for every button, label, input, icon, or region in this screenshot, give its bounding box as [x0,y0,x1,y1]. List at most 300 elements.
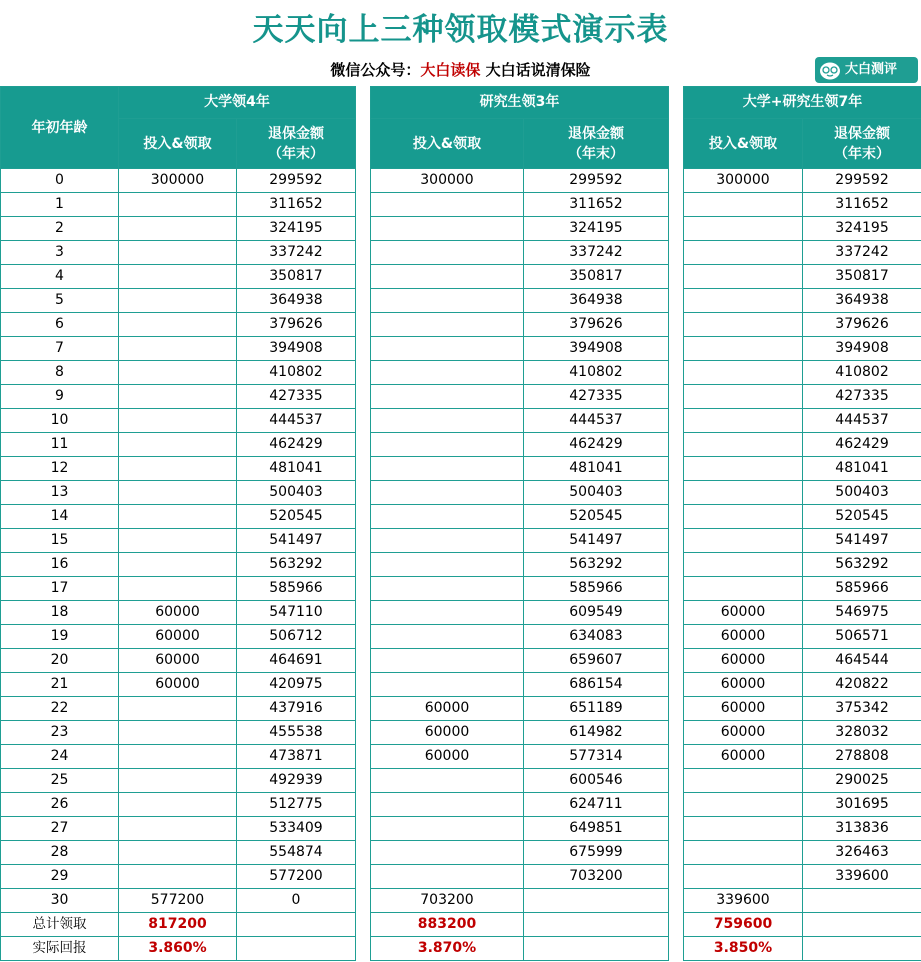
table-cell: 600546 [524,769,669,793]
table-cell: 60000 [371,745,524,769]
table-row [371,913,669,937]
table-cell: 444537 [237,409,356,433]
table-cell [119,865,237,889]
table-cell: 8 [1,361,119,385]
table-row [371,361,669,385]
table-cell: 427335 [524,385,669,409]
table-row [371,865,669,889]
table-row [684,289,921,313]
table-cell [684,409,803,433]
table-cell [119,769,237,793]
table-row [371,385,669,409]
table-cell: 364938 [237,289,356,313]
table-cell: 462429 [524,433,669,457]
table-cell: 20 [1,649,119,673]
table-cell: 26 [1,793,119,817]
table-row [684,193,921,217]
table-cell: 24 [1,745,119,769]
table-row [684,769,921,793]
table-cell: 512775 [237,793,356,817]
table-cell: 410802 [237,361,356,385]
table-cell: 3.850% [684,937,803,961]
table-cell [684,337,803,361]
table-row [371,817,669,841]
table-cell [524,913,669,937]
table-cell [119,721,237,745]
table-row [371,169,669,193]
cash-header: 退保金额 （年末） [524,119,669,169]
table-row [684,817,921,841]
table-cell [803,937,921,961]
table-cell: 563292 [803,553,921,577]
table-row [371,745,669,769]
table-cell: 541497 [237,529,356,553]
table-row [371,721,669,745]
table-cell [684,457,803,481]
table-row [371,193,669,217]
table-cell: 375342 [803,697,921,721]
table-cell: 60000 [119,649,237,673]
table-cell [119,841,237,865]
table-row [371,769,669,793]
table-cell: 339600 [803,865,921,889]
table-cell: 25 [1,769,119,793]
table-cell: 379626 [237,313,356,337]
table-cell: 60000 [684,601,803,625]
table-row [371,649,669,673]
table-cell: 651189 [524,697,669,721]
table-cell: 614982 [524,721,669,745]
table-cell [371,433,524,457]
table-cell: 60000 [371,697,524,721]
table-cell: 481041 [524,457,669,481]
table-cell: 703200 [524,865,669,889]
table-cell [119,817,237,841]
table-cell [371,865,524,889]
table-cell: 686154 [524,673,669,697]
table-cell [684,193,803,217]
table-cell [684,313,803,337]
page-title: 天天向上三种领取模式演示表 [252,12,669,48]
table-row [371,625,669,649]
table-row [371,697,669,721]
table-cell: 29 [1,865,119,889]
table-cell: 520545 [237,505,356,529]
table-row [371,505,669,529]
table-cell: 577200 [119,889,237,913]
table-cell: 350817 [803,265,921,289]
table-cell [119,241,237,265]
table-cell: 2 [1,217,119,241]
table-row [371,673,669,697]
table-cell: 649851 [524,817,669,841]
table-cell [684,241,803,265]
table-cell [119,337,237,361]
table-cell [371,673,524,697]
table-row [684,241,921,265]
subtitle-suffix: 大白话说清保险 [480,61,591,79]
table-row [1,577,356,601]
table-row [1,625,356,649]
table-cell: 533409 [237,817,356,841]
table-row [1,241,356,265]
table-row [1,529,356,553]
table-cell [684,769,803,793]
cartoon-face-icon [819,60,841,80]
table-cell [237,913,356,937]
table-row [371,481,669,505]
table-row [684,529,921,553]
table-cell [684,361,803,385]
table-cell: 10 [1,409,119,433]
table-row [684,361,921,385]
table-cell: 675999 [524,841,669,865]
table-cell: 278808 [803,745,921,769]
invest-header: 投入&领取 [371,119,524,169]
plan3-table [683,86,921,961]
table-cell: 350817 [237,265,356,289]
table-cell: 585966 [237,577,356,601]
table-row [1,769,356,793]
invest-header: 投入&领取 [119,119,237,169]
table-cell: 3.860% [119,937,237,961]
table-cell [803,889,921,913]
table-row [684,553,921,577]
table-cell: 15 [1,529,119,553]
table-cell [524,889,669,913]
table-cell: 12 [1,457,119,481]
table-cell [371,193,524,217]
table-cell [684,553,803,577]
table-cell: 481041 [803,457,921,481]
table-cell: 492939 [237,769,356,793]
table-cell: 4 [1,265,119,289]
table-cell [371,553,524,577]
table-cell: 23 [1,721,119,745]
table-cell: 339600 [684,889,803,913]
table-cell [371,601,524,625]
table-row [371,289,669,313]
table-row [1,457,356,481]
table-row [684,745,921,769]
table-cell [119,577,237,601]
table-cell: 444537 [803,409,921,433]
table-cell [371,649,524,673]
table-cell [684,817,803,841]
table-cell: 实际回报 [1,937,119,961]
table-cell: 455538 [237,721,356,745]
table-cell [119,553,237,577]
table-cell [119,457,237,481]
table-cell [684,433,803,457]
table-cell: 703200 [371,889,524,913]
table-cell [119,793,237,817]
table-cell [119,409,237,433]
table-cell: 6 [1,313,119,337]
table-cell: 299592 [524,169,669,193]
table-cell [684,505,803,529]
table-cell: 60000 [119,601,237,625]
table-cell: 60000 [684,745,803,769]
table-row [684,409,921,433]
table-cell [684,793,803,817]
table-cell: 0 [1,169,119,193]
table-cell [803,913,921,937]
table-row [371,337,669,361]
table-cell: 11 [1,433,119,457]
table-cell: 394908 [803,337,921,361]
table-cell [371,817,524,841]
table-cell: 410802 [803,361,921,385]
table-row [684,721,921,745]
table-cell [237,937,356,961]
table-cell: 444537 [524,409,669,433]
table-cell: 500403 [237,481,356,505]
table-row [371,577,669,601]
table-cell: 506712 [237,625,356,649]
table-row [1,481,356,505]
table-cell: 0 [237,889,356,913]
table-cell [371,793,524,817]
table-cell: 464544 [803,649,921,673]
table-cell: 1 [1,193,119,217]
table-cell [119,361,237,385]
table-cell: 464691 [237,649,356,673]
cash-header: 退保金额 （年末） [803,119,921,169]
table-row [1,817,356,841]
table-cell: 17 [1,577,119,601]
table-row [371,409,669,433]
table-cell [371,313,524,337]
table-row [684,865,921,889]
table-cell: 394908 [237,337,356,361]
table-cell: 585966 [524,577,669,601]
table-row [1,649,356,673]
table-cell: 634083 [524,625,669,649]
table-cell: 9 [1,385,119,409]
table-cell: 577314 [524,745,669,769]
table-cell: 609549 [524,601,669,625]
table-cell: 19 [1,625,119,649]
table-row [684,841,921,865]
table-cell: 547110 [237,601,356,625]
table-row [1,409,356,433]
table-cell [371,505,524,529]
table-cell: 21 [1,673,119,697]
table-cell: 301695 [803,793,921,817]
table-row [371,241,669,265]
table-cell: 500403 [803,481,921,505]
plan1-table [0,86,356,961]
table-cell: 300000 [119,169,237,193]
table-row [1,313,356,337]
table-row [371,601,669,625]
table-row [371,313,669,337]
plan2-header: 研究生领3年 [371,87,669,119]
table-cell [684,865,803,889]
table-row [371,529,669,553]
table-row [1,289,356,313]
table-cell: 328032 [803,721,921,745]
table-row [684,481,921,505]
table-cell: 541497 [524,529,669,553]
table-cell: 624711 [524,793,669,817]
table-cell [371,769,524,793]
table-cell: 420975 [237,673,356,697]
plan1-header: 大学领4年 [119,87,356,119]
table-cell: 659607 [524,649,669,673]
table-cell: 420822 [803,673,921,697]
table-cell: 427335 [803,385,921,409]
table-cell [684,577,803,601]
table-cell [684,841,803,865]
table-row [371,937,669,961]
table-cell: 299592 [237,169,356,193]
table-cell [371,241,524,265]
table-cell [119,313,237,337]
table-cell: 500403 [524,481,669,505]
table-cell: 379626 [524,313,669,337]
table-cell: 5 [1,289,119,313]
table-row [1,337,356,361]
table-cell: 14 [1,505,119,529]
table-cell: 520545 [803,505,921,529]
table-cell: 577200 [237,865,356,889]
table-cell [684,289,803,313]
table-row [684,793,921,817]
table-cell [119,217,237,241]
table-row [684,505,921,529]
brand-badge [815,57,918,83]
table-cell: 546975 [803,601,921,625]
table-row [1,889,356,913]
table-cell: 481041 [237,457,356,481]
table-cell: 313836 [803,817,921,841]
table-cell: 473871 [237,745,356,769]
table-cell [371,409,524,433]
table-cell: 817200 [119,913,237,937]
table-row [1,745,356,769]
table-cell: 总计领取 [1,913,119,937]
table-row [1,865,356,889]
table-cell [371,481,524,505]
table-cell: 462429 [803,433,921,457]
table-cell: 311652 [237,193,356,217]
table-cell: 311652 [803,193,921,217]
table-cell: 3.870% [371,937,524,961]
table-row [1,601,356,625]
table-cell: 22 [1,697,119,721]
table-row [684,457,921,481]
table-cell: 16 [1,553,119,577]
table-cell [119,193,237,217]
table-cell: 379626 [803,313,921,337]
table-cell: 759600 [684,913,803,937]
table-cell: 3 [1,241,119,265]
table-row [684,577,921,601]
table-row [371,793,669,817]
table-row [1,697,356,721]
table-row [371,457,669,481]
table-cell: 30 [1,889,119,913]
table-cell: 427335 [237,385,356,409]
table-cell: 13 [1,481,119,505]
table-cell: 337242 [237,241,356,265]
table-cell: 28 [1,841,119,865]
table-cell [371,625,524,649]
table-cell: 324195 [803,217,921,241]
table-row [684,649,921,673]
table-cell [371,529,524,553]
table-row [371,265,669,289]
table-cell [371,337,524,361]
table-row [371,217,669,241]
table-row [1,385,356,409]
table-cell: 462429 [237,433,356,457]
table-cell: 18 [1,601,119,625]
table-cell: 7 [1,337,119,361]
table-cell [371,289,524,313]
badge-text: 大白测评 [845,62,898,77]
plan2-table [370,86,669,961]
table-cell [119,385,237,409]
table-row [1,793,356,817]
table-cell: 350817 [524,265,669,289]
table-cell: 60000 [684,625,803,649]
table-cell: 337242 [803,241,921,265]
table-cell: 60000 [684,649,803,673]
table-cell: 506571 [803,625,921,649]
table-cell [371,457,524,481]
table-cell: 326463 [803,841,921,865]
table-cell [371,577,524,601]
invest-header: 投入&领取 [684,119,803,169]
table-cell [119,697,237,721]
table-cell [684,265,803,289]
table-row [1,553,356,577]
table-row [684,625,921,649]
table-row [1,361,356,385]
table-row [684,433,921,457]
table-cell: 337242 [524,241,669,265]
table-cell [119,505,237,529]
table-row [684,601,921,625]
table-row [684,169,921,193]
table-cell: 563292 [237,553,356,577]
table-row [684,913,921,937]
table-cell: 554874 [237,841,356,865]
subtitle-prefix: 微信公众号： [330,61,421,79]
table-cell: 60000 [684,673,803,697]
table-cell [684,385,803,409]
table-row [1,721,356,745]
table-cell: 394908 [524,337,669,361]
table-cell: 299592 [803,169,921,193]
table-cell: 290025 [803,769,921,793]
table-cell: 324195 [524,217,669,241]
table-cell [119,481,237,505]
table-row [1,193,356,217]
table-row [1,841,356,865]
table-row [371,433,669,457]
table-row [684,313,921,337]
plan3-header: 大学+研究生领7年 [684,87,921,119]
table-row [1,913,356,937]
table-cell: 60000 [119,625,237,649]
table-cell [684,217,803,241]
table-row [1,265,356,289]
table-cell: 364938 [524,289,669,313]
